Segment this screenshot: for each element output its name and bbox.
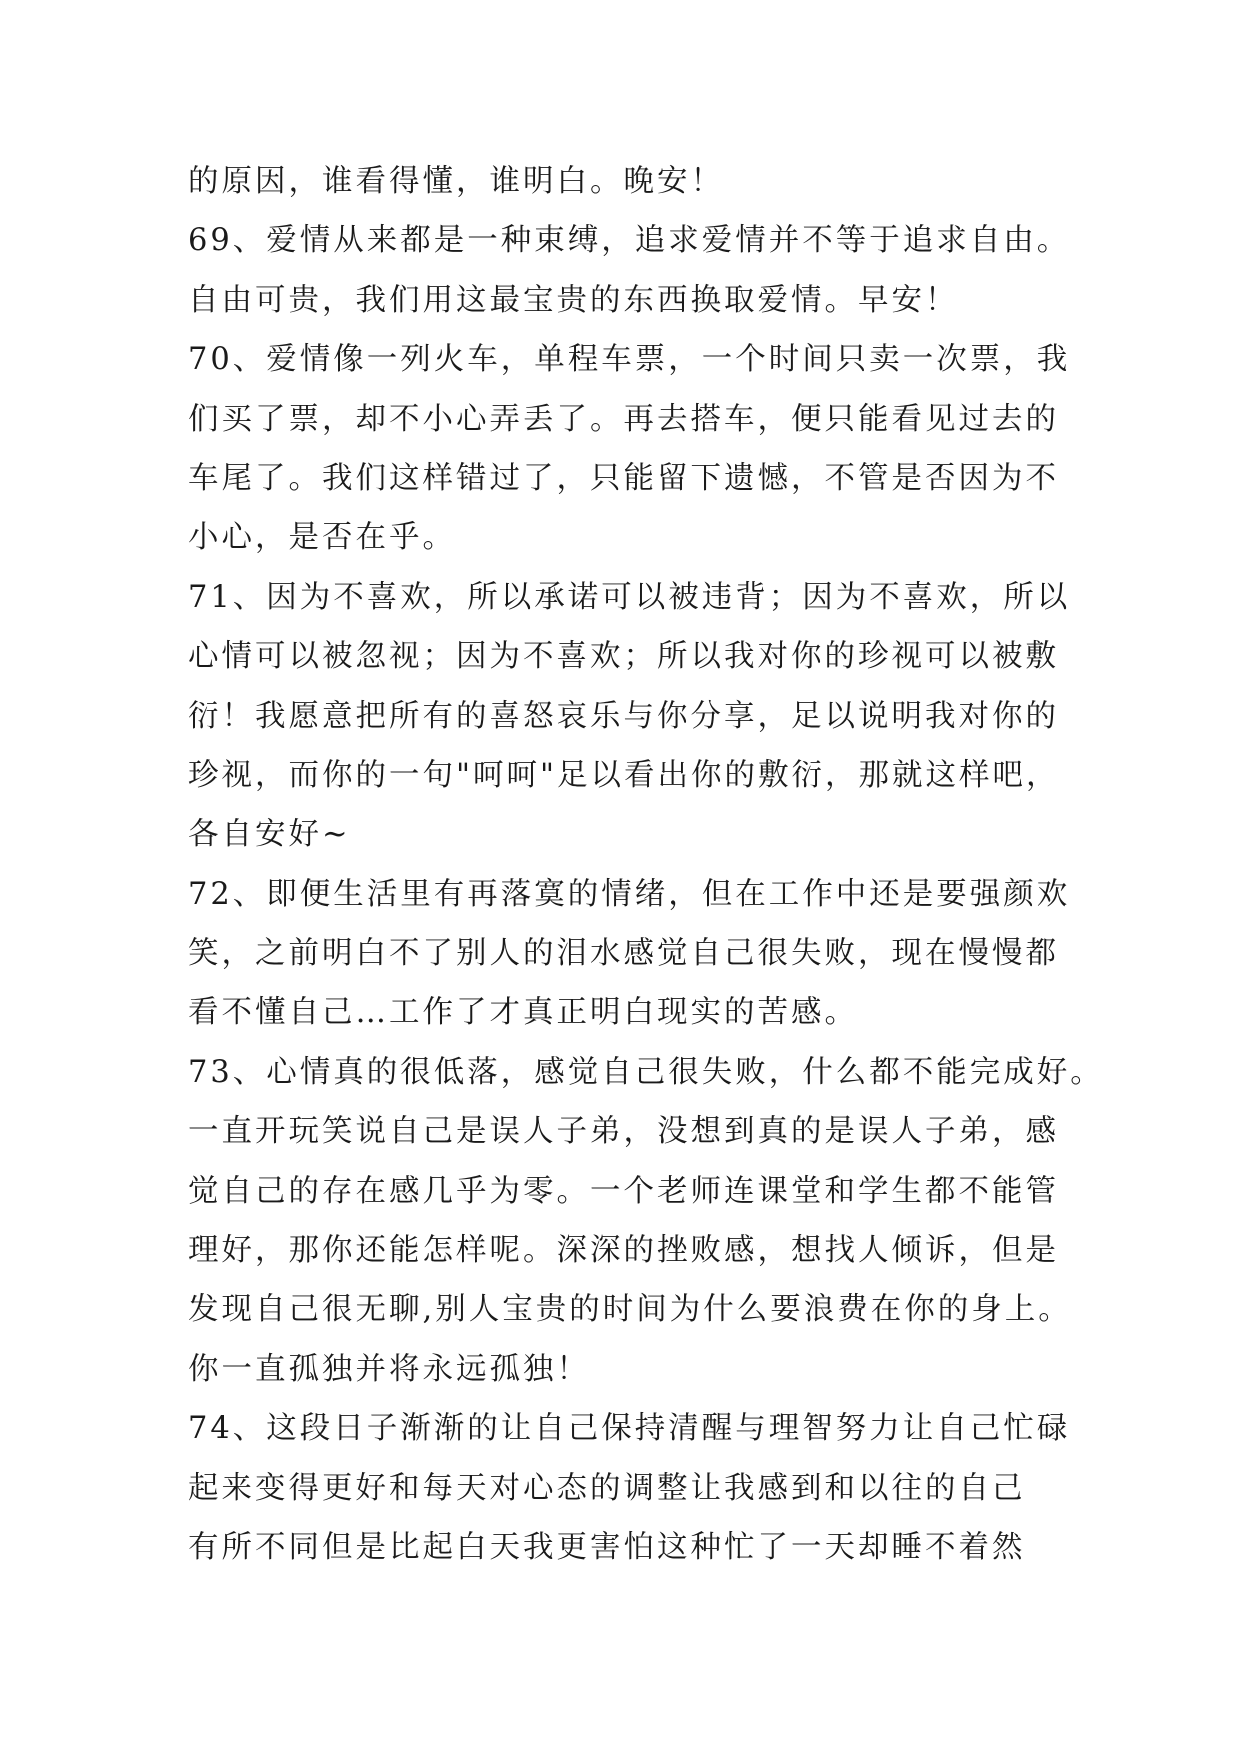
text-line: 看不懂自己…工作了才真正明白现实的苦感。 — [188, 995, 858, 1031]
text-line: 珍视，而你的一句"呵呵"足以看出你的敷衍，那就这样吧， — [188, 757, 1060, 793]
document-body — [188, 152, 1104, 1577]
text-line: 车尾了。我们这样错过了，只能留下遗憾，不管是否因为不 — [188, 460, 1059, 496]
text-line: 心情可以被忽视；因为不喜欢；所以我对你的珍视可以被敷 — [188, 639, 1059, 675]
text-line: 发现自己很无聊,别人宝贵的时间为什么要浪费在你的身上。 — [188, 1292, 1072, 1328]
text-line: 71、因为不喜欢，所以承诺可以被违背；因为不喜欢，所以 — [188, 579, 1071, 615]
text-line: 笑，之前明白不了别人的泪水感觉自己很失败，现在慢慢都 — [188, 936, 1059, 972]
text-line: 觉自己的存在感几乎为零。一个老师连课堂和学生都不能管 — [188, 1173, 1059, 1209]
text-line: 小心，是否在乎。 — [188, 520, 456, 556]
text-line: 72、即便生活里有再落寞的情绪，但在工作中还是要强颜欢 — [188, 876, 1071, 912]
text-line: 69、爱情从来都是一种束缚，追求爱情并不等于追求自由。 — [188, 223, 1071, 259]
text-line: 各自安好~ — [188, 817, 351, 853]
text-line: 有所不同但是比起白天我更害怕这种忙了一天却睡不着然 — [188, 1529, 1026, 1565]
text-line: 的原因，谁看得懂，谁明白。晚安！ — [188, 164, 724, 199]
text-line: 73、心情真的很低落，感觉自己很失败，什么都不能完成好。 — [188, 1054, 1104, 1090]
text-line: 70、爱情像一列火车，单程车票，一个时间只卖一次票，我 — [188, 342, 1071, 378]
text-line: 衍！我愿意把所有的喜怒哀乐与你分享，足以说明我对你的 — [188, 698, 1059, 734]
text-line: 们买了票，却不小心弄丢了。再去搭车，便只能看见过去的 — [188, 401, 1059, 437]
text-line: 自由可贵，我们用这最宝贵的东西换取爱情。早安！ — [188, 282, 959, 318]
text-line: 起来变得更好和每天对心态的调整让我感到和以往的自己 — [188, 1470, 1026, 1506]
text-line: 74、这段日子渐渐的让自己保持清醒与理智努力让自己忙碌 — [188, 1411, 1071, 1447]
text-line: 理好，那你还能怎样呢。深深的挫败感，想找人倾诉，但是 — [188, 1233, 1059, 1269]
text-line: 你一直孤独并将永远孤独！ — [188, 1351, 590, 1387]
text-line: 一直开玩笑说自己是误人子弟，没想到真的是误人子弟，感 — [188, 1114, 1059, 1150]
